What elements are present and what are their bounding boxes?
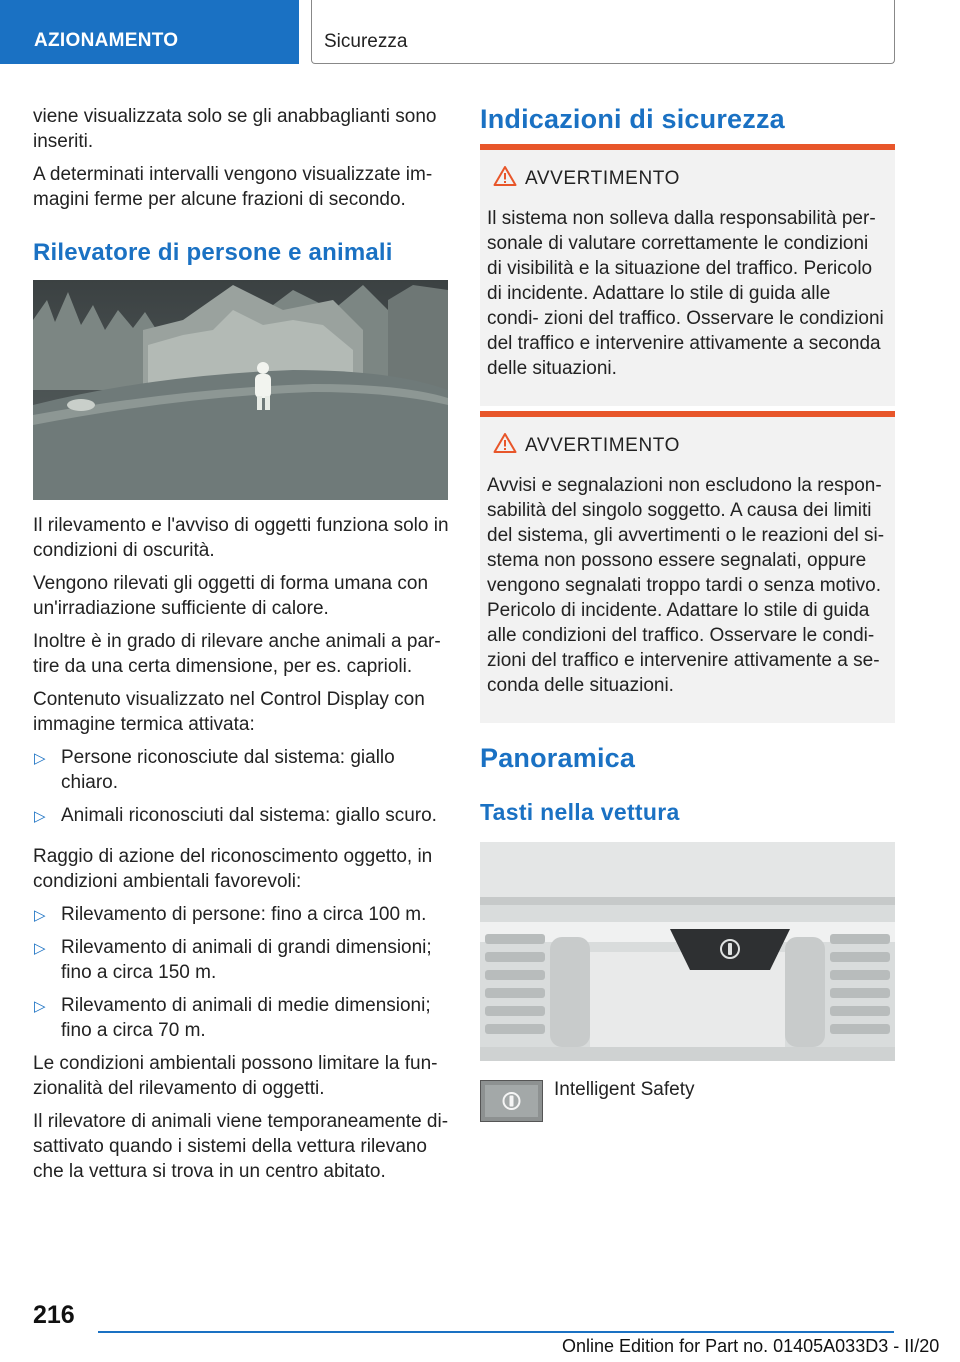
warning-triangle-icon (493, 432, 517, 454)
paragraph: Contenuto visualizzato nel Control Display con immagine termica attivata: (33, 689, 425, 735)
subsection-heading: Tasti nella vettura (480, 799, 680, 825)
warning-box (480, 144, 895, 406)
intelligent-safety-button-icon (480, 1080, 543, 1122)
warning-title: AVVERTIMENTO (525, 435, 681, 456)
list-item: ▷ Persone riconosciute dal sistema: giallo chiaro. (34, 747, 395, 793)
button-panel-image (480, 842, 895, 1061)
paragraph: Inoltre è in grado di rilevare anche animali a par- tire da una certa dimensione, per es. caprioli. (33, 631, 441, 677)
section-tab-label: Sicurezza (324, 31, 408, 52)
thermal-image (33, 280, 448, 500)
detection-colors-list (33, 745, 449, 828)
edition-note: Online Edition for Part no. 01405A033D3 - II/20 (562, 1336, 940, 1356)
paragraph: Il rilevatore di animali viene temporaneamente di- sattivato quando i sistemi della vettura rilevano che la vettura si trova in un centro abitato. (33, 1111, 449, 1182)
paragraph: Raggio di azione del riconoscimento oggetto, in condizioni ambientali favorevoli: (33, 846, 433, 892)
paragraph: viene visualizzata solo se gli anabbaglianti sono inseriti. (33, 106, 437, 152)
list-item: ▷ Animali riconosciuti dal sistema: giallo scuro. (33, 803, 449, 828)
paragraph: A determinati intervalli vengono visualizzate im- magini ferme per alcune frazioni di secondo. (33, 164, 433, 210)
paragraph: Le condizioni ambientali possono limitare la fun- zionalità del rilevamento di oggetti. (33, 1053, 438, 1099)
warning-text: Il sistema non solleva dalla responsabilità per- sonale di valutare correttamente le condizioni di visibilità e la situazione del traffico. Pericolo di incidente. Adattare lo stile di guida alle condi- zioni del traffico. Osservare le condizioni del traffico e intervenire attivamente a seconda delle situazioni. (487, 208, 884, 379)
triangle-right-icon: ▷ (34, 907, 46, 924)
warning-triangle-icon (493, 165, 517, 187)
triangle-right-icon: ▷ (34, 750, 46, 767)
list-item: ▷ Rilevamento di animali di medie dimensioni; fino a circa 70 m. (34, 995, 431, 1041)
section-heading: Panoramica (480, 743, 636, 773)
paragraph: Il rilevamento e l'avviso di oggetti funziona solo in condizioni di oscurità. (33, 515, 449, 561)
footer-divider (98, 1331, 894, 1333)
paragraph: Vengono rilevati gli oggetti di forma umana con un'irradiazione sufficiente di calore. (33, 573, 429, 619)
chapter-tab-label: AZIONAMENTO (34, 30, 179, 51)
triangle-right-icon: ▷ (34, 998, 46, 1015)
page-number: 216 (33, 1301, 75, 1329)
body-text (33, 513, 449, 1192)
triangle-right-icon: ▷ (34, 808, 46, 825)
section-heading: Rilevatore di persone e animali (33, 239, 393, 266)
warning-title: AVVERTIMENTO (525, 168, 681, 189)
list-item: ▷ Rilevamento di animali di grandi dimensioni; fino a circa 150 m. (34, 937, 432, 983)
warning-box (480, 411, 895, 723)
section-heading: Indicazioni di sicurezza (480, 104, 785, 134)
list-item: ▷ Rilevamento di persone: fino a circa 100 m. (33, 902, 449, 927)
intro-text (33, 104, 449, 220)
warning-text: Avvisi e segnalazioni non escludono la respon- sabilità del singolo soggetto. A causa dei limiti del sistema, gli avvertimenti o le reazioni del si- stema non possono essere segnalati, oppure vengono segnalati troppo tardi o senza motivo. Pericolo di incidente. Adattare lo stile di guida alle condizioni del traffico. Osservare le condi- zioni del traffico e intervenire attivamente a se- conda delle situazioni. (487, 475, 885, 696)
detection-range-list (33, 902, 449, 1043)
triangle-right-icon: ▷ (34, 940, 46, 957)
section-tab[interactable] (311, 0, 895, 64)
chapter-tab[interactable] (0, 0, 299, 64)
button-label: Intelligent Safety (554, 1079, 695, 1100)
